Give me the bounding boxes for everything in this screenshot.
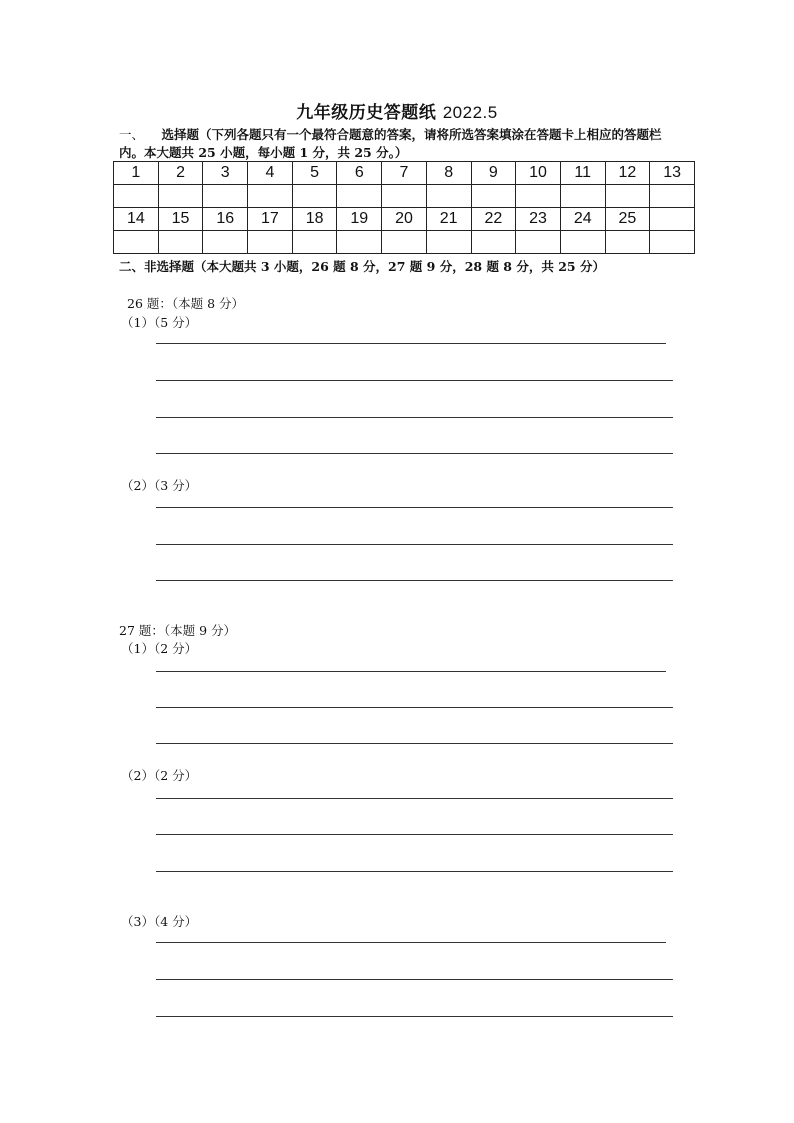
question-number-cell: 13 <box>650 162 695 185</box>
question-number-cell: 6 <box>337 162 382 185</box>
q27-part1-label: （1）（2 分） <box>121 641 198 656</box>
answer-cell[interactable] <box>382 185 427 208</box>
answer-cell[interactable] <box>516 231 561 254</box>
question-number-cell: 9 <box>471 162 516 185</box>
q27-heading: 27 题：（本题 9 分） <box>119 623 237 638</box>
answer-cell[interactable] <box>292 185 337 208</box>
grid-row-numbers-1 <box>114 162 695 185</box>
answer-line[interactable] <box>156 1016 673 1017</box>
answer-cell[interactable] <box>426 231 471 254</box>
question-number-cell: 23 <box>516 208 561 231</box>
section1-lead: 一、 <box>119 127 145 142</box>
answer-cell[interactable] <box>292 231 337 254</box>
grid-row-answers-2 <box>114 231 695 254</box>
answer-cell[interactable] <box>114 231 159 254</box>
answer-line[interactable] <box>156 417 673 418</box>
question-number-cell: 2 <box>158 162 203 185</box>
page-title <box>0 98 794 123</box>
question-number-cell: 12 <box>605 162 650 185</box>
answer-line[interactable] <box>156 834 673 835</box>
answer-cell[interactable] <box>203 231 248 254</box>
title-year: 2022.5 <box>442 103 498 122</box>
question-number-cell: 16 <box>203 208 248 231</box>
answer-cell[interactable] <box>605 185 650 208</box>
question-number-cell: 19 <box>337 208 382 231</box>
section1-instructions <box>119 126 679 162</box>
answer-cell[interactable] <box>203 185 248 208</box>
answer-cell[interactable] <box>650 185 695 208</box>
answer-cell[interactable] <box>650 231 695 254</box>
q26-heading: 26 题：（本题 8 分） <box>127 296 245 311</box>
question-number-cell: 11 <box>560 162 605 185</box>
question-number-cell: 4 <box>248 162 293 185</box>
question-number-cell <box>650 208 695 231</box>
answer-cell[interactable] <box>158 231 203 254</box>
question-number-cell: 21 <box>426 208 471 231</box>
question-number-cell: 14 <box>114 208 159 231</box>
question-number-cell: 24 <box>560 208 605 231</box>
answer-line[interactable] <box>156 979 673 980</box>
answer-cell[interactable] <box>516 185 561 208</box>
answer-cell[interactable] <box>337 231 382 254</box>
answer-line[interactable] <box>156 743 673 744</box>
question-number-cell: 5 <box>292 162 337 185</box>
answer-line[interactable] <box>156 544 673 545</box>
answer-line[interactable] <box>156 453 673 454</box>
answer-cell[interactable] <box>560 185 605 208</box>
answer-cell[interactable] <box>382 231 427 254</box>
answer-cell[interactable] <box>471 185 516 208</box>
q27-part3-label: （3）（4 分） <box>121 914 198 929</box>
q26-part1-label: （1）（5 分） <box>121 315 198 330</box>
question-number-cell: 25 <box>605 208 650 231</box>
section1-text: 选择题（下列各题只有一个最符合题意的答案，请将所选答案填涂在答题卡上相应的答题栏内。本大题共 25 小题，每小题 1 分，共 25 分。） <box>119 127 662 160</box>
answer-cell[interactable] <box>248 185 293 208</box>
section2-heading: 二、非选择题（本大题共 3 小题，26 题 8 分，27 题 9 分，28 题 8 分，共 25 分） <box>119 259 605 274</box>
q27-part2-label: （2）（2 分） <box>121 768 198 783</box>
answer-cell[interactable] <box>337 185 382 208</box>
question-number-cell: 8 <box>426 162 471 185</box>
question-number-cell: 22 <box>471 208 516 231</box>
answer-line[interactable] <box>156 942 666 943</box>
title-text: 九年级历史答题纸 <box>296 103 437 123</box>
answer-cell[interactable] <box>114 185 159 208</box>
question-number-cell: 10 <box>516 162 561 185</box>
question-number-cell: 18 <box>292 208 337 231</box>
answer-line[interactable] <box>156 871 673 872</box>
question-number-cell: 15 <box>158 208 203 231</box>
answer-cell[interactable] <box>560 231 605 254</box>
answer-line[interactable] <box>156 380 673 381</box>
grid-row-answers-1 <box>114 185 695 208</box>
question-number-cell: 7 <box>382 162 427 185</box>
answer-line[interactable] <box>156 343 666 344</box>
q26-part2-label: （2）（3 分） <box>121 478 198 493</box>
answer-line[interactable] <box>156 507 673 508</box>
answer-cell[interactable] <box>158 185 203 208</box>
grid-row-numbers-2 <box>114 208 695 231</box>
question-number-cell: 3 <box>203 162 248 185</box>
question-number-cell: 17 <box>248 208 293 231</box>
answer-cell[interactable] <box>248 231 293 254</box>
answer-line[interactable] <box>156 798 673 799</box>
answer-line[interactable] <box>156 707 673 708</box>
answer-cell[interactable] <box>605 231 650 254</box>
answer-cell[interactable] <box>471 231 516 254</box>
question-number-cell: 20 <box>382 208 427 231</box>
answer-line[interactable] <box>156 580 673 581</box>
answer-line[interactable] <box>156 671 666 672</box>
answer-cell[interactable] <box>426 185 471 208</box>
answer-grid <box>113 161 695 254</box>
question-number-cell: 1 <box>114 162 159 185</box>
